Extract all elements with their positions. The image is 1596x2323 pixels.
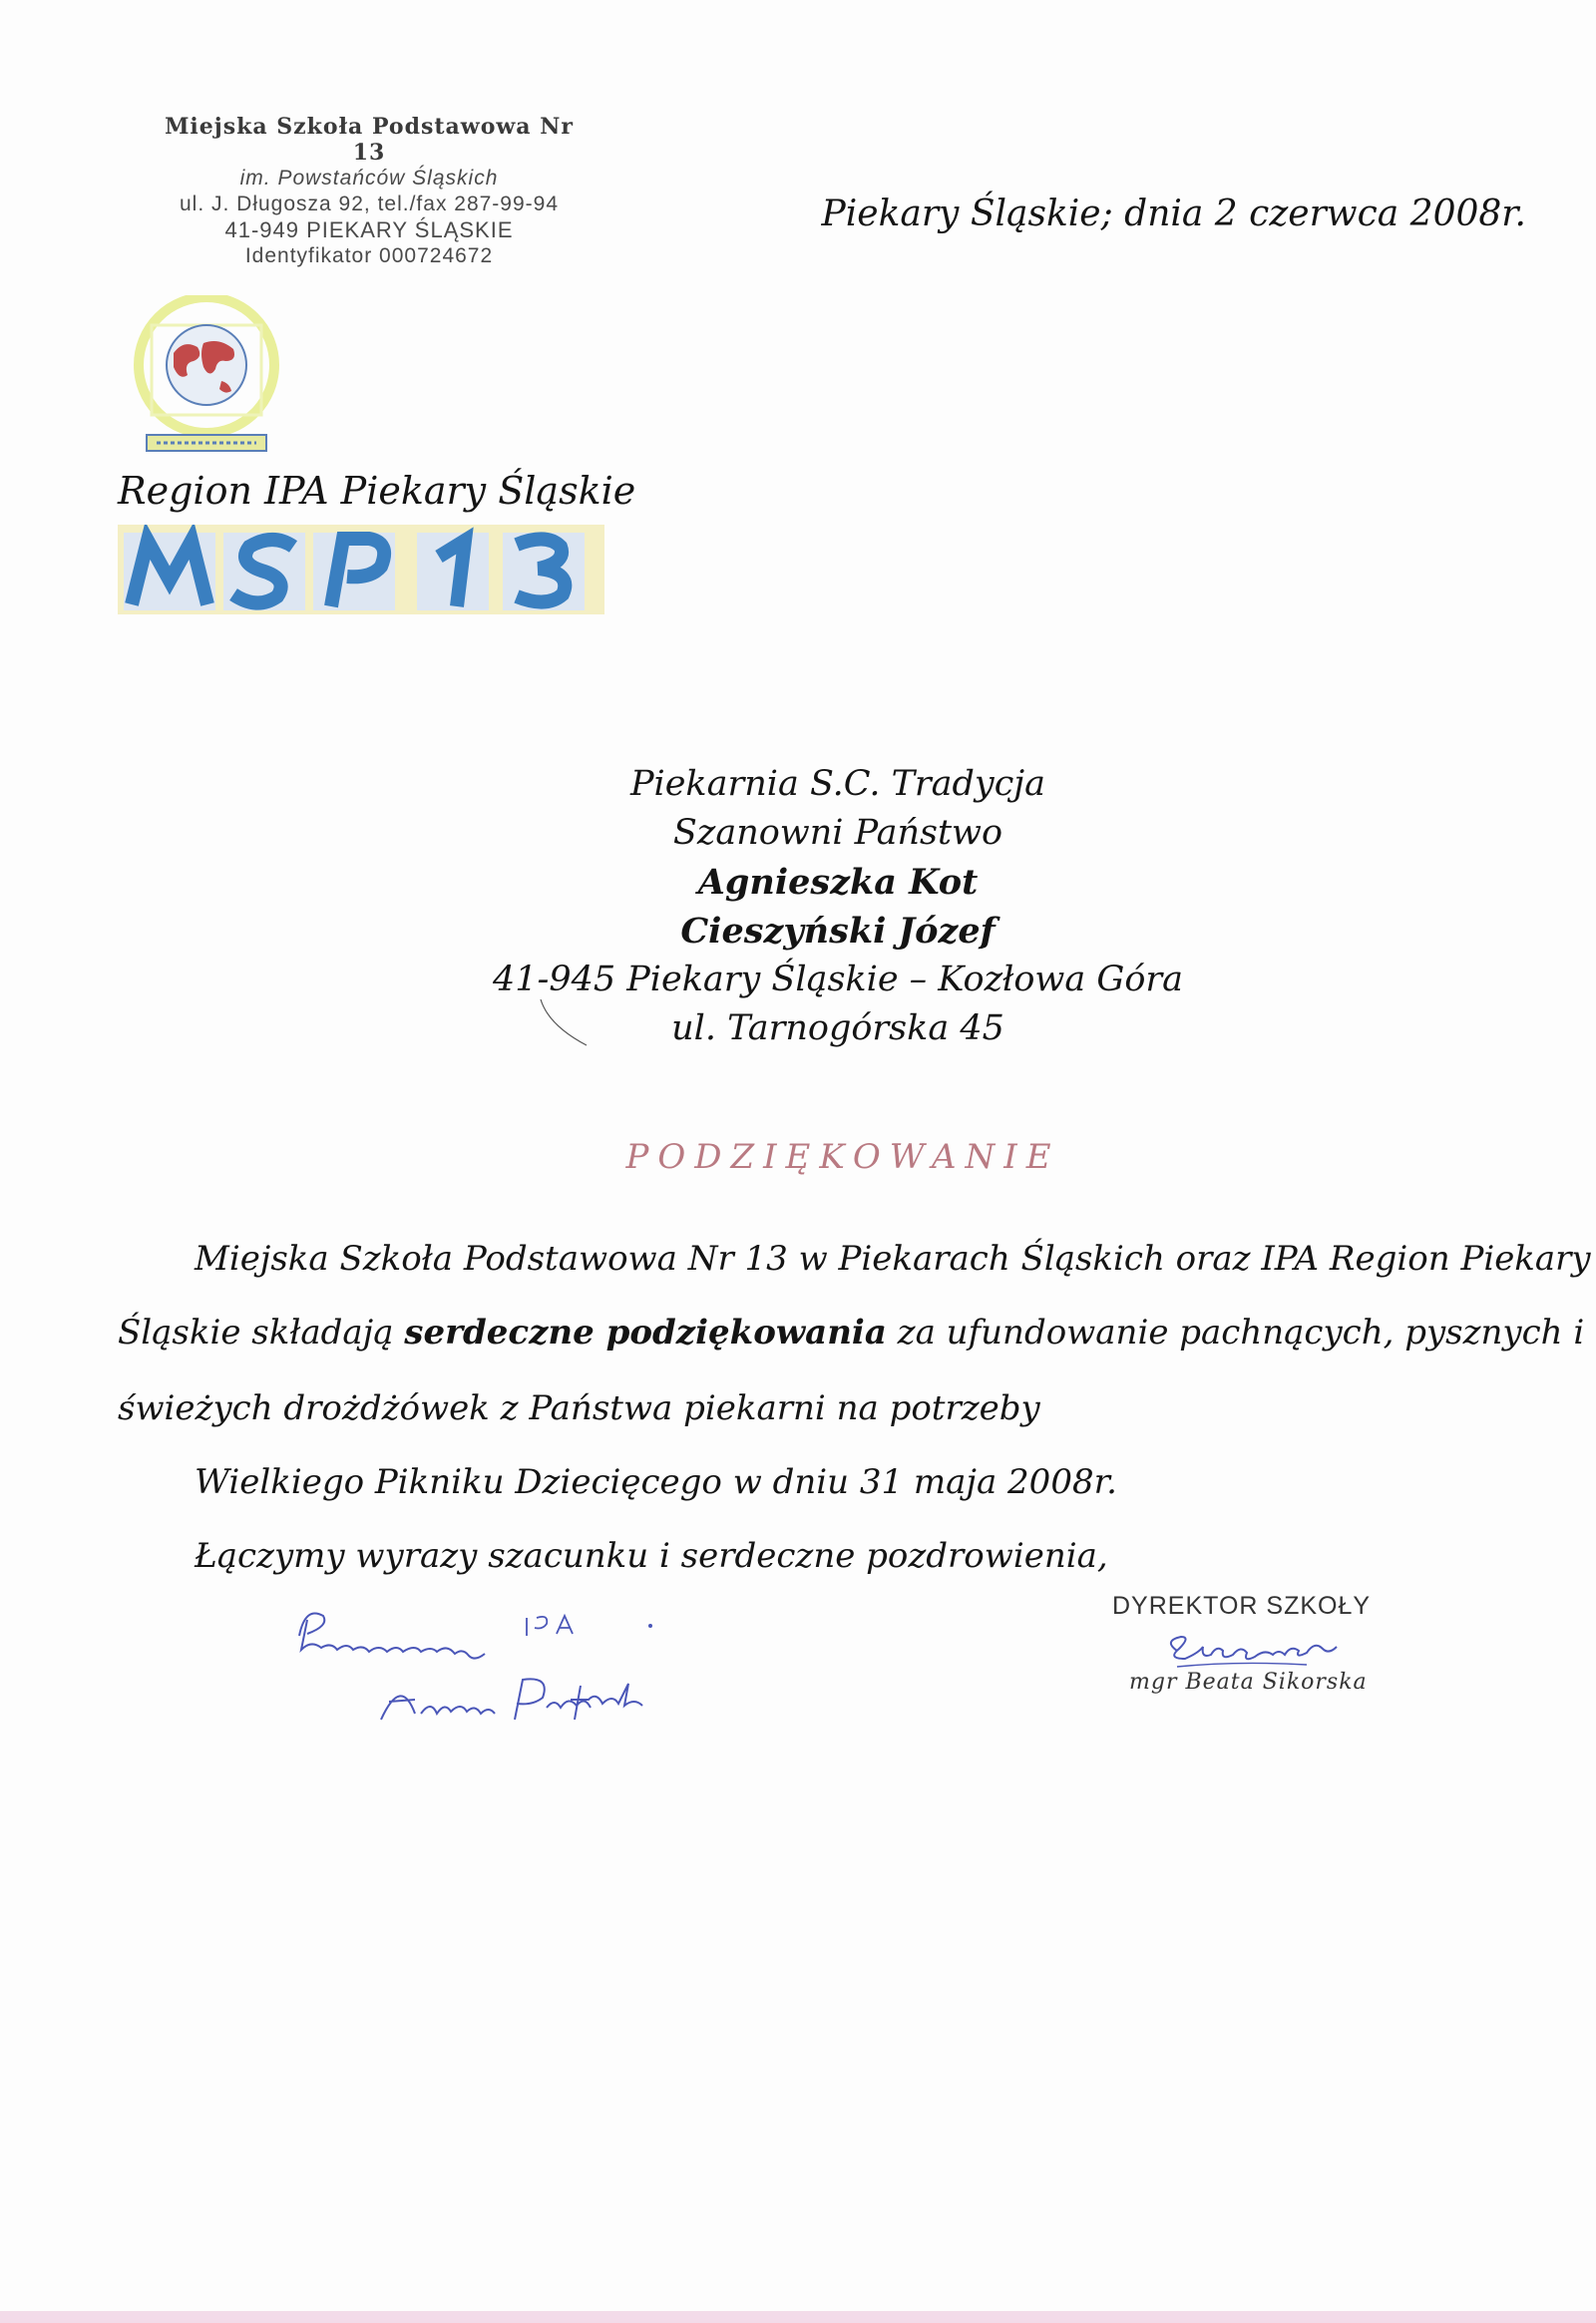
emphasis-thanks: serdeczne podziękowania	[404, 1313, 887, 1353]
body-line-4: Wielkiego Pikniku Dziecięcego w dniu 31 maja 2008r.	[195, 1462, 1117, 1502]
msp-digit-3	[503, 533, 585, 610]
body-line-2	[118, 1313, 1584, 1353]
letter-title: PODZIĘKOWANIE	[625, 1137, 1060, 1177]
recipient-name-1: Agnieszka Kot	[697, 862, 979, 903]
body-line-1: Miejska Szkoła Podstawowa Nr 13 w Piekarach Śląskich oraz IPA Region Piekary	[195, 1239, 1591, 1279]
recipient-name-2: Cieszyński Józef	[680, 911, 996, 952]
recipient-company: Piekarnia S.C. Tradycja	[629, 764, 1046, 804]
pen-mark	[539, 997, 598, 1057]
school-stamp	[150, 114, 589, 269]
stamp-school-name: Miejska Szkoła Podstawowa Nr 13	[165, 114, 574, 166]
body-text: za ufundowanie pachnących, pysznych i	[886, 1313, 1585, 1353]
salutation: Szanowni Państwo	[672, 813, 1003, 853]
closing-line: Łączymy wyrazy szacunku i serdeczne pozdrowienia,	[195, 1536, 1108, 1576]
recipient-street: ul. Tarnogórska 45	[671, 1008, 1004, 1048]
stamp-patron: im. Powstańców Śląskich	[239, 167, 499, 190]
stamp-address: ul. J. Długosza 92, tel./fax 287-99-94	[179, 193, 560, 215]
recipient-city: 41-945 Piekary Śląskie – Kozłowa Góra	[492, 960, 1184, 999]
scan-edge	[0, 2311, 1596, 2323]
body-text: Śląskie składają	[118, 1313, 405, 1353]
msp-letter-s	[223, 533, 305, 610]
chair-signature	[289, 1596, 688, 1736]
director-title: DYREKTOR SZKOŁY	[1112, 1592, 1372, 1620]
msp-letter-p	[313, 533, 395, 610]
letter-date: Piekary Śląskie; dnia 2 czerwca 2008r.	[821, 194, 1526, 234]
msp-letter-m	[124, 533, 215, 610]
region-heading: Region IPA Piekary Śląskie	[118, 469, 636, 513]
stamp-city: 41-949 PIEKARY ŚLĄSKIE	[224, 217, 514, 242]
msp-13-logo	[118, 525, 604, 614]
ipa-globe-emblem-icon	[112, 295, 301, 465]
body-line-3: świeżych drożdżówek z Państwa piekarni na potrzeby	[118, 1388, 1040, 1428]
msp-digit-1	[417, 533, 489, 610]
stamp-identifier: Identyfikator 000724672	[244, 244, 494, 267]
director-name: mgr Beata Sikorska	[1129, 1670, 1368, 1695]
